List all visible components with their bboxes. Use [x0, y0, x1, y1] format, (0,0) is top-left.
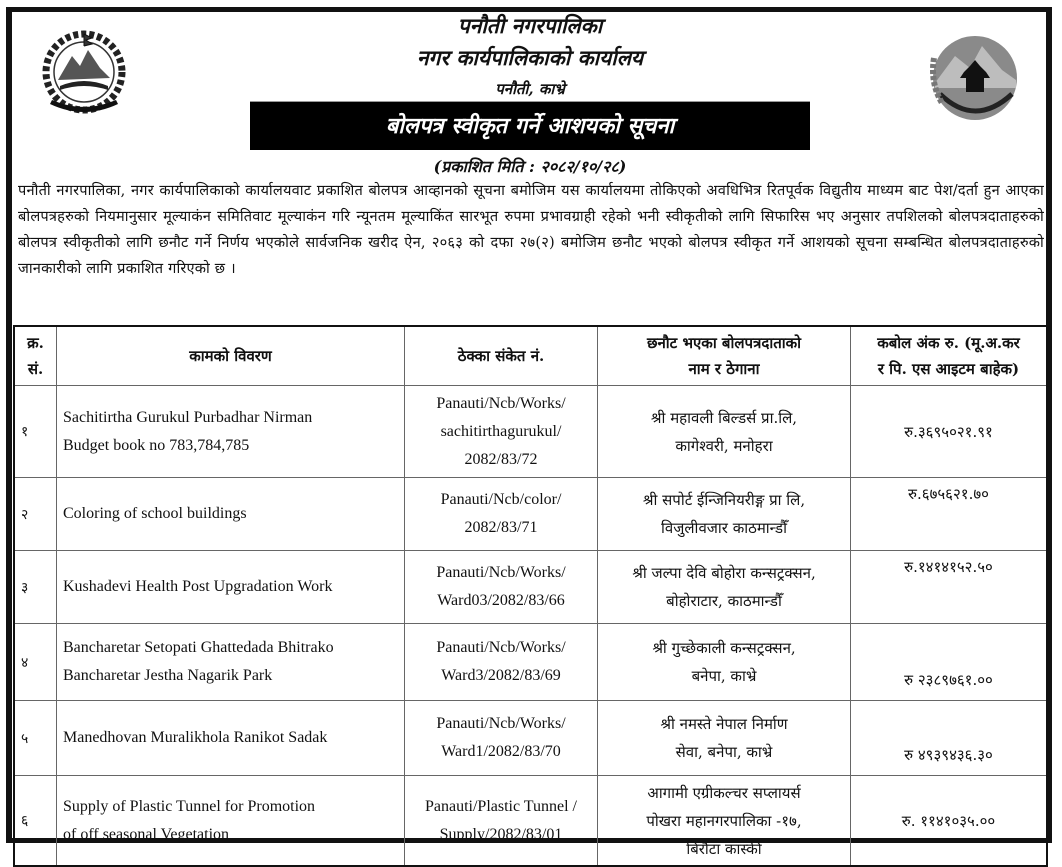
- description-line: Bancharetar Jestha Nagarik Park: [63, 667, 273, 684]
- row-sn: ३: [14, 551, 57, 624]
- contract-line: Panauti/Ncb/Works/: [436, 715, 566, 732]
- contract-line: Panauti/Plastic Tunnel /: [424, 797, 577, 815]
- bidder-line: बिरौटा कास्की: [686, 839, 762, 858]
- row-bidder: [598, 386, 851, 478]
- col-header-bidder-line2: नाम र ठेगाना: [688, 360, 760, 378]
- description-line: of off seasonal Vegetation: [63, 825, 230, 843]
- bidder-line: श्री नमस्ते नेपाल निर्माण: [660, 715, 788, 733]
- office-name: नगर कार्यपालिकाको कार्यालय: [416, 45, 644, 70]
- col-header-contract-no: ठेक्का संकेत नं.: [405, 326, 598, 386]
- description-line: Budget book no 783,784,785: [63, 436, 250, 454]
- contract-line: Ward1/2082/83/70: [441, 743, 561, 760]
- description-line: Bancharetar Setopati Ghattedada Bhitrako: [63, 639, 334, 656]
- bidder-line: आगामी एग्रीकल्चर सप्लायर्स: [647, 783, 801, 802]
- row-contract-no: [405, 776, 598, 867]
- notice-body-text: पनौती नगरपालिका, नगर कार्यपालिकाको कार्यालयवाट प्रकाशित बोलपत्र आव्हानको सूचना बमोजिम यस कार्यालयमा तोकिएको अवधिभित्र रितपूर्वक विद्युतीय माध्यम बाट पेश/दर्ता हुन आएका बोलपत्रहरुको नियमानुसार मूल्याकंन समितिवाट मूल्याकंन गरि न्यूनतम मूल्याकिंत सारभूत रुपमा प्रभावग्राही रहेको भनी स्वीकृतीको लागि सिफारिस भए अनुसार तपशिलको बोलपत्रदाताहरुको बोलपत्र स्वीकृतीको लागि छनौट गर्ने निर्णय भएकोले सार्वजनिक खरीद ऐन, २०६३ को दफा २७(२) बमोजिम छनौट भएको बोलपत्र स्वीकृत गर्ने आशयको सूचना सम्बन्धित बोलपत्रदाताहरुको जानकारीको लागि प्रकाशित गरिएको छ ।: [18, 182, 1044, 277]
- contract-line: Panauti/Ncb/Works/: [436, 639, 566, 656]
- row-description: [57, 551, 405, 624]
- org-name: पनौती नगरपालिका: [457, 13, 603, 38]
- col-header-bidder: [598, 326, 851, 386]
- row-amount: रु ४९३९४३६.३०: [851, 701, 1048, 776]
- selected-bidders-table: [13, 325, 1048, 867]
- table-row: [14, 551, 1047, 624]
- row-description: [57, 624, 405, 701]
- row-amount: रु.६७५६२१.७०: [851, 478, 1048, 551]
- col-header-description: कामको विवरण: [57, 326, 405, 386]
- description-line: Coloring of school buildings: [63, 505, 247, 522]
- row-amount: रु. ११४१०३५.००: [851, 776, 1048, 867]
- row-amount: रु.३६९५०२१.९१: [851, 386, 1048, 478]
- row-sn: २: [14, 478, 57, 551]
- contract-line: Ward03/2082/83/66: [437, 592, 565, 609]
- office-location: पनौती, काभ्रे: [495, 80, 565, 98]
- table-row: [14, 776, 1047, 867]
- bidder-line: श्री सपोर्ट ईन्जिनियरीङ्ग प्रा लि,: [642, 491, 806, 509]
- col-header-amount-line1: कबोल अंक रु. (मू.अ.कर: [877, 334, 1020, 352]
- table-row: [14, 478, 1047, 551]
- row-amount: रु २३८९७६१.००: [851, 624, 1048, 701]
- row-bidder: [598, 551, 851, 624]
- row-contract-no: [405, 478, 598, 551]
- bidder-line: श्री जल्पा देवि बोहोरा कन्सट्रक्सन,: [632, 564, 816, 582]
- row-contract-no: [405, 624, 598, 701]
- contract-line: Panauti/Ncb/color/: [440, 491, 562, 508]
- bidder-line: श्री महावली बिल्डर्स प्रा.लि,: [650, 408, 798, 427]
- col-header-amount-line2: र पि. एस आइटम बाहेक): [877, 360, 1020, 378]
- bidder-line: बोहोराटार, काठमान्डौँ: [666, 592, 782, 610]
- table-header-row: [14, 326, 1047, 386]
- table-row: [14, 386, 1047, 478]
- contract-line: Panauti/Ncb/Works/: [436, 564, 566, 581]
- col-header-sn: [14, 326, 57, 386]
- bidder-line: सेवा, बनेपा, काभ्रे: [675, 743, 773, 761]
- row-bidder: [598, 624, 851, 701]
- contract-line: 2082/83/71: [464, 519, 538, 536]
- row-sn: १: [14, 386, 57, 478]
- contract-line: sachitirthagurukul/: [440, 422, 562, 440]
- bidder-line: विजुलीवजार काठमान्डौँ: [661, 519, 787, 537]
- row-contract-no: [405, 386, 598, 478]
- bidder-line: श्री गुच्छेकाली कन्सट्रक्सन,: [652, 639, 796, 657]
- contract-line: Supply/2082/83/01: [439, 825, 563, 843]
- contract-line: 2082/83/72: [464, 450, 538, 468]
- table-row: [14, 624, 1047, 701]
- row-contract-no: [405, 701, 598, 776]
- row-bidder: [598, 776, 851, 867]
- notice-title-banner: बोलपत्र स्वीकृत गर्ने आशयको सूचना: [250, 102, 810, 150]
- table-row: [14, 701, 1047, 776]
- row-description: [57, 701, 405, 776]
- description-line: Manedhovan Muralikhola Ranikot Sadak: [63, 729, 328, 746]
- col-header-sn-line2: सं.: [27, 360, 44, 378]
- nepal-emblem-logo: [38, 28, 130, 116]
- row-bidder: [598, 701, 851, 776]
- row-sn: ४: [14, 624, 57, 701]
- row-sn: ६: [14, 776, 57, 867]
- published-date: (प्रकाशित मिति : २०८२/१०/२८): [433, 157, 627, 176]
- panauti-municipality-logo: [920, 28, 1030, 138]
- bidder-line: पोखरा महानगरपालिका -१७,: [646, 811, 802, 830]
- row-description: [57, 386, 405, 478]
- row-amount: रु.१४१४१५२.५०: [851, 551, 1048, 624]
- row-bidder: [598, 478, 851, 551]
- row-sn: ५: [14, 701, 57, 776]
- description-line: Kushadevi Health Post Upgradation Work: [63, 578, 333, 595]
- description-line: Supply of Plastic Tunnel for Promotion: [63, 797, 316, 815]
- col-header-amount: [851, 326, 1048, 386]
- row-description: [57, 478, 405, 551]
- contract-line: Ward3/2082/83/69: [441, 667, 561, 684]
- col-header-sn-line1: क्र.: [27, 334, 44, 352]
- row-contract-no: [405, 551, 598, 624]
- row-description: [57, 776, 405, 867]
- col-header-bidder-line1: छनौट भएका बोलपत्रदाताको: [646, 334, 802, 352]
- bidder-line: बनेपा, काभ्रे: [691, 667, 757, 685]
- bidder-line: कागेश्वरी, मनोहरा: [675, 436, 773, 455]
- description-line: Sachitirtha Gurukul Purbadhar Nirman: [63, 408, 313, 426]
- contract-line: Panauti/Ncb/Works/: [436, 394, 566, 412]
